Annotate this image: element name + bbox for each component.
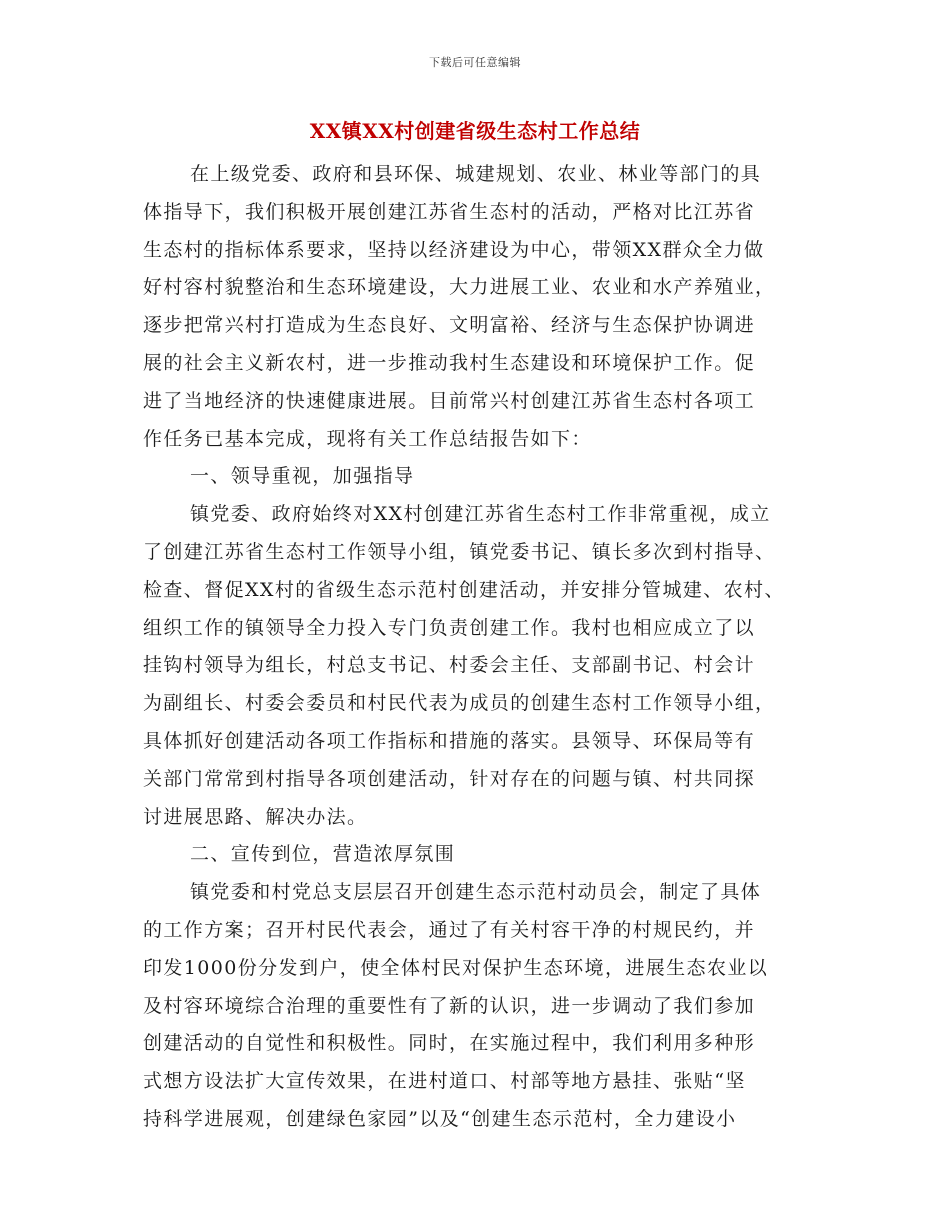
text-line: 及村容环境综合治理的重要性有了新的认识，进一步调动了我们参加 [143,994,756,1017]
text-line: 体指导下，我们积极开展创建江苏省生态村的活动，严格对比江苏省 [143,200,756,223]
text-line: 组织工作的镇领导全力投入专门负责创建工作。我村也相应成立了以 [143,616,756,639]
text-line: 式想方设法扩大宣传效果，在进村道口、村部等地方悬挂、张贴“坚 [143,1070,746,1093]
text-line: 在上级党委、政府和县环保、城建规划、农业、林业等部门的具 [190,163,762,185]
text-line: 讨进展思路、解决办法。 [143,805,368,828]
text-line: 的工作方案；召开村民代表会，通过了有关村容干净的村规民约，并 [143,918,756,941]
text-line: 二、宣传到位，营造浓厚氛围 [190,843,456,866]
document-body [143,156,823,1139]
text-line: 逐步把常兴村打造成为生态良好、文明富裕、经济与生态保护协调进 [143,314,756,337]
text-line: 镇党委、政府始终对XX村创建江苏省生态村工作非常重视，成立 [190,503,771,526]
text-line: 镇党委和村党总支层层召开创建生态示范村动员会，制定了具体 [190,881,762,904]
text-line: 了创建江苏省生态村工作领导小组，镇党委书记、镇长多次到村指导、 [143,540,776,563]
text-line: 一、领导重视，加强指导 [190,465,415,488]
text-line: 进了当地经济的快速健康进展。目前常兴村创建江苏省生态村各项工 [143,389,756,412]
text-line: 持科学进展观，创建绿色家园”以及“创建生态示范村，全力建设小 [143,1107,737,1130]
text-line: 好村容村貌整治和生态环境建设，大力进展工业、农业和水产养殖业， [143,276,776,299]
text-line: 挂钩村领导为组长，村总支书记、村委会主任、支部副书记、村会计 [143,654,756,677]
text-line: 印发1000份分发到户，使全体村民对保护生态环境，进展生态农业以 [143,956,769,979]
text-line: 具体抓好创建活动各项工作指标和措施的落实。县领导、环保局等有 [143,729,756,752]
text-line: 展的社会主义新农村，进一步推动我村生态建设和环境保护工作。促 [143,351,756,374]
text-line: 作任务已基本完成，现将有关工作总结报告如下： [143,427,592,450]
document-title: XX镇XX村创建省级生态村工作总结 [309,119,641,143]
text-line: 创建活动的自觉性和积极性。同时，在实施过程中，我们利用多种形 [143,1032,756,1055]
text-line: 关部门常常到村指导各项创建活动，针对存在的问题与镇、村共同探 [143,767,756,790]
text-line: 生态村的指标体系要求，坚持以经济建设为中心，带领XX群众全力做 [143,238,765,261]
header-note: 下载后可任意编辑 [429,56,521,69]
text-line: 为副组长、村委会委员和村民代表为成员的创建生态村工作领导小组， [143,692,776,715]
text-line: 检查、督促XX村的省级生态示范村创建活动，并安排分管城建、农村、 [143,578,785,601]
